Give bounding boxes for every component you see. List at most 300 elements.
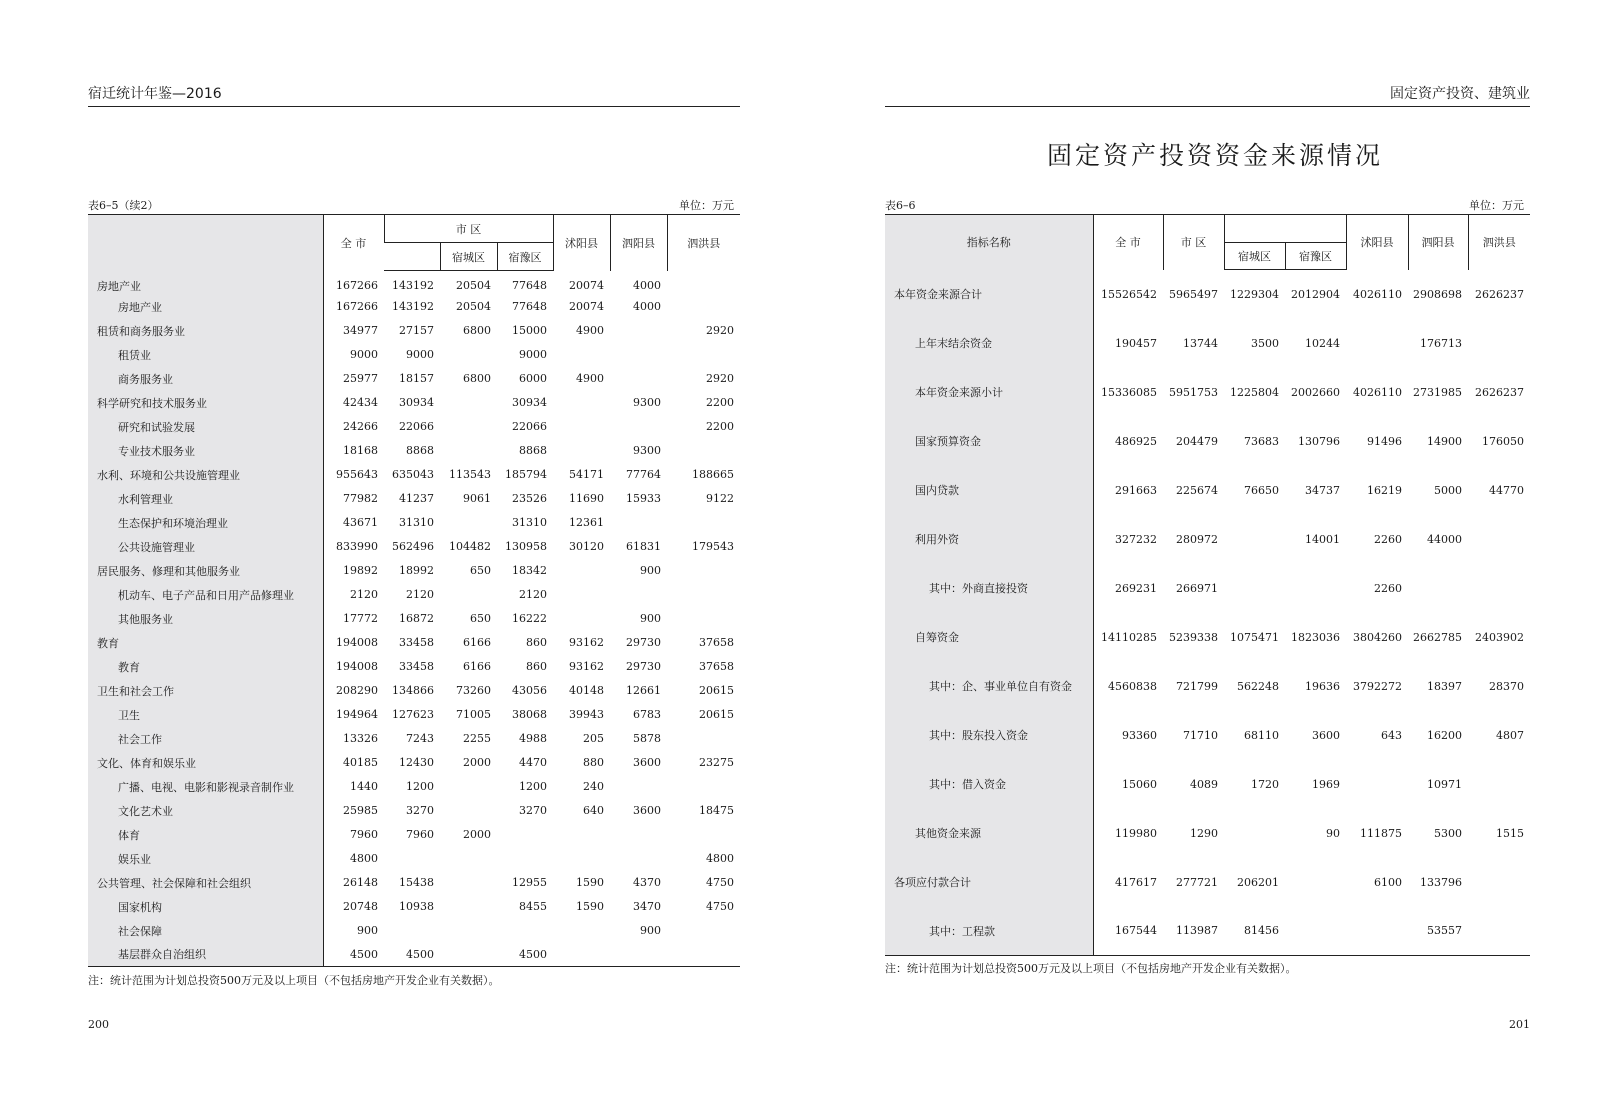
- table-cell: 206201: [1237, 875, 1279, 889]
- table-cell: [1468, 319, 1530, 368]
- row-label: 上年末结余资金: [885, 319, 1093, 368]
- table-cell: 31310: [399, 516, 434, 529]
- row-label: 生态保护和环境治理业: [88, 511, 323, 535]
- table-cell: 18157: [399, 372, 434, 385]
- table-cell: 113987: [1176, 924, 1218, 938]
- table-cell: 29730: [626, 660, 662, 673]
- header-stub: [88, 215, 323, 271]
- table-cell: [497, 823, 553, 847]
- table-cell: 130796: [1298, 434, 1340, 448]
- row-label: 国内贷款: [885, 466, 1093, 515]
- table-cell: 5239338: [1169, 630, 1218, 644]
- table-cell: 111875: [1360, 826, 1402, 840]
- table-cell: 4807: [1496, 728, 1524, 742]
- table-cell: 19892: [343, 564, 378, 577]
- table-cell: 10971: [1427, 777, 1462, 791]
- table-cell: 900: [640, 612, 662, 625]
- table-cell: 30120: [569, 540, 605, 553]
- table-cell: [667, 343, 740, 367]
- table-cell: 1225804: [1230, 385, 1279, 399]
- table-cell: 1515: [1496, 826, 1524, 840]
- table-row: [88, 943, 740, 967]
- table-cell: 417617: [1115, 875, 1157, 889]
- table-row: [88, 823, 740, 847]
- table-cell: 190457: [1115, 336, 1157, 350]
- table-cell: 562248: [1237, 679, 1279, 693]
- table-cell: 90: [1326, 826, 1340, 840]
- table-cell: 18342: [512, 564, 548, 577]
- table-cell: 4500: [350, 947, 378, 961]
- table-cell: 127623: [392, 708, 434, 721]
- row-label: 国家预算资金: [885, 417, 1093, 466]
- table-cell: 3470: [633, 900, 662, 913]
- table-row: [88, 487, 740, 511]
- table-cell: [667, 943, 740, 967]
- table-row: [885, 711, 1530, 760]
- row-label: 其他服务业: [88, 607, 323, 631]
- table-cell: 11690: [569, 492, 605, 505]
- table-cell: 20748: [343, 900, 378, 913]
- table-cell: 9000: [350, 348, 378, 361]
- table-cell: 15438: [399, 876, 434, 889]
- page-number: 200: [88, 1018, 109, 1031]
- row-label: 广播、电视、电影和影视录音制作业: [88, 775, 323, 799]
- table-cell: 2120: [406, 588, 434, 601]
- table-cell: [440, 799, 497, 823]
- table-cell: 167266: [336, 300, 378, 313]
- table-cell: 208290: [336, 684, 378, 697]
- table-cell: 167544: [1115, 924, 1157, 938]
- table-cell: [667, 559, 740, 583]
- table-cell: 40148: [569, 684, 605, 697]
- row-label: 其中：企、事业单位自有资金: [885, 662, 1093, 711]
- table-cell: 15060: [1122, 777, 1157, 791]
- investment-by-industry-table: [88, 214, 740, 967]
- table-cell: 291663: [1115, 483, 1157, 497]
- row-label: 研究和试验发展: [88, 415, 323, 439]
- table-cell: [610, 823, 667, 847]
- header-suyuqu: 宿豫区: [1285, 243, 1346, 270]
- table-cell: 6783: [633, 708, 662, 721]
- table-cell: 2662785: [1413, 630, 1462, 644]
- row-label: 本年资金来源小计: [885, 368, 1093, 417]
- table-cell: 240: [583, 780, 605, 793]
- table-cell: [667, 511, 740, 535]
- row-label: 社会保障: [88, 919, 323, 943]
- table-cell: 4026110: [1353, 385, 1402, 399]
- table-cell: 77648: [512, 279, 548, 293]
- table-cell: 6166: [463, 660, 491, 673]
- table-row: [88, 271, 740, 295]
- table-cell: 2002660: [1291, 385, 1340, 399]
- table-cell: [440, 943, 497, 967]
- table-cell: 43056: [512, 684, 548, 697]
- table-cell: 30934: [399, 396, 434, 409]
- table-cell: 38068: [512, 708, 548, 721]
- header-shuyang: 沭阳县: [553, 215, 610, 271]
- table-cell: 16219: [1367, 483, 1402, 497]
- table-cell: [384, 919, 440, 943]
- table-cell: 1823036: [1291, 630, 1340, 644]
- table-row: [88, 847, 740, 871]
- table-cell: 33458: [399, 636, 434, 649]
- table-cell: 635043: [392, 468, 434, 481]
- table-cell: 721799: [1176, 679, 1218, 693]
- table-row: [88, 799, 740, 823]
- table-cell: 91496: [1367, 434, 1402, 448]
- table-cell: 3804260: [1353, 630, 1402, 644]
- table-cell: 833990: [336, 540, 378, 553]
- table-cell: 4900: [576, 324, 605, 337]
- table-cell: 113543: [449, 468, 491, 481]
- table-cell: 16872: [399, 612, 434, 625]
- table-cell: [610, 847, 667, 871]
- row-label: 自筹资金: [885, 613, 1093, 662]
- page-title: 固定资产投资资金来源情况: [1046, 141, 1383, 170]
- table-cell: [667, 295, 740, 319]
- table-cell: 76650: [1244, 483, 1279, 497]
- table-row: [88, 415, 740, 439]
- table-cell: [553, 415, 610, 439]
- table-cell: [610, 367, 667, 391]
- row-label: 商务服务业: [88, 367, 323, 391]
- table-row: [88, 871, 740, 895]
- table-cell: 77982: [343, 492, 378, 505]
- header-siyang: 泗阳县: [1408, 215, 1468, 270]
- table-cell: 2920: [706, 372, 735, 385]
- row-label: 社会工作: [88, 727, 323, 751]
- table-cell: 18992: [399, 564, 434, 577]
- table-cell: 280972: [1176, 532, 1218, 546]
- table-cell: 7960: [350, 828, 378, 841]
- table-cell: 12361: [569, 516, 605, 529]
- table-cell: [553, 583, 610, 607]
- table-cell: 176050: [1482, 434, 1524, 448]
- table-cell: 25977: [343, 372, 378, 385]
- table-row: [885, 368, 1530, 417]
- running-head: [885, 84, 1530, 107]
- table-cell: 167266: [336, 279, 378, 292]
- table-cell: 143192: [392, 300, 434, 313]
- table-cell: [1285, 858, 1346, 907]
- table-row: [885, 417, 1530, 466]
- table-row: [885, 907, 1530, 956]
- table-cell: 269231: [1115, 581, 1157, 595]
- table-row: [88, 895, 740, 919]
- header-city-area-blank: [384, 243, 440, 271]
- table-row: [885, 662, 1530, 711]
- table-cell: 15933: [626, 492, 662, 505]
- table-cell: 2626237: [1475, 385, 1524, 399]
- table-cell: 73683: [1244, 434, 1279, 448]
- fund-sources-table: [885, 214, 1530, 956]
- row-label: 房地产业: [88, 271, 323, 295]
- table-cell: [610, 775, 667, 799]
- table-cell: 860: [526, 636, 548, 649]
- table-cell: 25985: [343, 804, 378, 817]
- table-cell: 33458: [399, 660, 434, 673]
- table-cell: 93162: [569, 636, 605, 649]
- table-cell: 4000: [633, 300, 662, 313]
- table-cell: 30934: [512, 396, 548, 409]
- row-label: 利用外资: [885, 515, 1093, 564]
- table-cell: 54171: [569, 468, 605, 481]
- table-cell: 13326: [343, 732, 378, 745]
- table-row: [885, 515, 1530, 564]
- table-cell: 41237: [399, 492, 434, 505]
- table-cell: 20074: [569, 300, 605, 313]
- header-siyang: 泗阳县: [610, 215, 667, 271]
- table-cell: 31310: [512, 516, 548, 529]
- table-cell: 9122: [706, 492, 735, 505]
- table-cell: 104482: [449, 540, 491, 553]
- table-cell: 18397: [1427, 679, 1462, 693]
- table-cell: 119980: [1115, 826, 1157, 840]
- table-cell: 71005: [456, 708, 491, 721]
- table-cell: 4500: [406, 947, 434, 961]
- table-cell: 3500: [1251, 336, 1279, 350]
- table-cell: 37658: [699, 660, 735, 673]
- table-cell: 9300: [633, 444, 662, 457]
- table-cell: [440, 847, 497, 871]
- table-cell: 4750: [706, 900, 735, 913]
- table-cell: 44770: [1489, 483, 1524, 497]
- table-row: [88, 775, 740, 799]
- table-cell: [553, 607, 610, 631]
- row-label: 水利管理业: [88, 487, 323, 511]
- table-cell: 14001: [1305, 532, 1340, 546]
- table-row: [88, 583, 740, 607]
- header-all-city: 全 市: [323, 215, 384, 271]
- table-cell: 2626237: [1475, 287, 1524, 301]
- table-row: [885, 319, 1530, 368]
- table-row: [885, 613, 1530, 662]
- row-label: 体育: [88, 823, 323, 847]
- header-all-city: 全 市: [1093, 215, 1163, 270]
- table-cell: 16222: [512, 612, 548, 625]
- running-head: [88, 84, 740, 107]
- table-cell: 1075471: [1230, 630, 1279, 644]
- table-cell: [553, 943, 610, 967]
- table-cell: 194008: [336, 636, 378, 649]
- table-cell: 2200: [706, 420, 735, 433]
- table-cell: 860: [526, 660, 548, 673]
- table-cell: 900: [640, 564, 662, 577]
- table-cell: 17772: [343, 612, 378, 625]
- table-cell: 10244: [1305, 336, 1340, 350]
- table-cell: 29730: [626, 636, 662, 649]
- table-cell: 6000: [519, 372, 548, 385]
- table-cell: 2260: [1374, 581, 1402, 595]
- table-cell: 73260: [456, 684, 491, 697]
- table-cell: 8455: [519, 900, 548, 913]
- table-cell: [1468, 564, 1530, 613]
- table-cell: [610, 511, 667, 535]
- header-suyuqu: 宿豫区: [497, 243, 553, 271]
- table-cell: [610, 583, 667, 607]
- table-cell: 327232: [1115, 532, 1157, 546]
- table-row: [885, 858, 1530, 907]
- table-cell: 7960: [406, 828, 434, 841]
- table-cell: [553, 391, 610, 415]
- table-cell: [1346, 319, 1408, 368]
- table-cell: 4800: [706, 852, 735, 865]
- header-city-area: 市 区: [1163, 215, 1224, 270]
- table-cell: 2120: [350, 588, 378, 601]
- table-row: [885, 564, 1530, 613]
- table-cell: 14110285: [1101, 630, 1157, 644]
- table-cell: 93360: [1122, 728, 1157, 742]
- table-cell: 15000: [512, 324, 548, 337]
- table-cell: 18168: [343, 444, 378, 457]
- table-cell: 205: [583, 732, 605, 745]
- table-cell: [440, 775, 497, 799]
- table-cell: 23275: [699, 756, 735, 769]
- table-cell: 9300: [633, 396, 662, 409]
- row-label: 机动车、电子产品和日用产品修理业: [88, 583, 323, 607]
- row-label: 其他资金来源: [885, 809, 1093, 858]
- table-cell: 2260: [1374, 532, 1402, 546]
- table-cell: 6800: [463, 324, 491, 337]
- table-row: [88, 319, 740, 343]
- table-row: [88, 679, 740, 703]
- table-cell: 2200: [706, 396, 735, 409]
- table-cell: [497, 847, 553, 871]
- table-cell: 4089: [1190, 777, 1218, 791]
- table-row: [88, 295, 740, 319]
- table-cell: [440, 343, 497, 367]
- table-cell: 28370: [1489, 679, 1524, 693]
- table-cell: [440, 415, 497, 439]
- table-cell: 900: [357, 924, 378, 937]
- table-cell: [440, 895, 497, 919]
- table-cell: 42434: [343, 396, 378, 409]
- table-cell: 3600: [633, 756, 662, 769]
- table-cell: [1468, 907, 1530, 956]
- table-cell: 4500: [519, 947, 548, 961]
- table-cell: 1440: [350, 780, 378, 793]
- table-cell: 13744: [1183, 336, 1218, 350]
- table-cell: 204479: [1176, 434, 1218, 448]
- table-cell: 5951753: [1169, 385, 1218, 399]
- table-cell: 93162: [569, 660, 605, 673]
- right-page: [885, 0, 1530, 1099]
- table-cell: 3600: [1312, 728, 1340, 742]
- table-cell: 61831: [626, 540, 662, 553]
- table-cell: [1468, 858, 1530, 907]
- table-cell: 22066: [399, 420, 434, 433]
- table-cell: 4000: [633, 279, 662, 292]
- table-cell: [1346, 760, 1408, 809]
- table-cell: 640: [583, 804, 605, 817]
- table-cell: 650: [470, 564, 491, 577]
- table-cell: 130958: [505, 540, 548, 553]
- table-caption: [885, 197, 1530, 213]
- table-cell: [610, 343, 667, 367]
- header-city-area-top: [1224, 215, 1346, 243]
- table-cell: [1224, 564, 1285, 613]
- table-cell: 34977: [343, 324, 378, 337]
- table-cell: [667, 607, 740, 631]
- table-cell: [553, 823, 610, 847]
- table-cell: 2000: [463, 828, 491, 841]
- page-number: 201: [1509, 1018, 1530, 1031]
- table-cell: 900: [640, 924, 662, 937]
- table-row: [88, 391, 740, 415]
- table-cell: 12430: [399, 756, 434, 769]
- table-row: [88, 727, 740, 751]
- table-cell: 26148: [343, 876, 378, 889]
- table-row: [88, 607, 740, 631]
- table-row: [88, 631, 740, 655]
- table-cell: 650: [470, 612, 491, 625]
- table-row: [88, 439, 740, 463]
- table-cell: 37658: [699, 636, 735, 649]
- table-cell: 4750: [706, 876, 735, 889]
- header-city-area: 市 区: [384, 215, 553, 243]
- table-cell: 20615: [699, 684, 735, 697]
- table-row: [885, 270, 1530, 319]
- table-cell: 3792272: [1353, 679, 1402, 693]
- table-cell: 71710: [1183, 728, 1218, 742]
- row-label: 其中：股东投入资金: [885, 711, 1093, 760]
- table-cell: 3600: [633, 804, 662, 817]
- table-cell: 15526542: [1101, 287, 1157, 301]
- table-cell: [553, 919, 610, 943]
- table-cell: 194008: [336, 660, 378, 673]
- table-cell: 2731985: [1413, 385, 1462, 399]
- header-sihong: 泗洪县: [667, 215, 740, 271]
- left-page: [88, 0, 740, 1099]
- table-cell: 23526: [512, 492, 548, 505]
- table-cell: 225674: [1176, 483, 1218, 497]
- row-label: 公共管理、社会保障和社会组织: [88, 871, 323, 895]
- table-cell: [440, 583, 497, 607]
- table-cell: 2120: [519, 588, 548, 601]
- table-cell: [1468, 760, 1530, 809]
- table-cell: 77764: [626, 468, 662, 481]
- table-cell: 1290: [1190, 826, 1218, 840]
- table-cell: [667, 823, 740, 847]
- table-cell: [667, 439, 740, 463]
- row-label: 国家机构: [88, 895, 323, 919]
- table-cell: 68110: [1244, 728, 1279, 742]
- unit-label: 单位：万元: [679, 199, 734, 212]
- table-cell: 2012904: [1291, 287, 1340, 301]
- table-row: [88, 367, 740, 391]
- running-head-text: 宿迁统计年鉴—2016: [88, 86, 222, 102]
- table-cell: 880: [583, 756, 605, 769]
- table-cell: [1285, 907, 1346, 956]
- table-cell: 176713: [1420, 336, 1462, 350]
- table-cell: 8868: [519, 444, 548, 457]
- row-label: 专业技术服务业: [88, 439, 323, 463]
- row-label: 其中：借入资金: [885, 760, 1093, 809]
- table-cell: [610, 319, 667, 343]
- row-label: 本年资金来源合计: [885, 270, 1093, 319]
- table-cell: [1408, 564, 1468, 613]
- table-row: [88, 703, 740, 727]
- table-row: [88, 751, 740, 775]
- table-cell: 277721: [1176, 875, 1218, 889]
- row-label: 租赁和商务服务业: [88, 319, 323, 343]
- table-cell: 4470: [519, 756, 548, 769]
- row-label: 卫生和社会工作: [88, 679, 323, 703]
- table-cell: [610, 415, 667, 439]
- table-cell: 2255: [463, 732, 491, 745]
- table-cell: 9061: [463, 492, 491, 505]
- table-cell: 562496: [392, 540, 434, 553]
